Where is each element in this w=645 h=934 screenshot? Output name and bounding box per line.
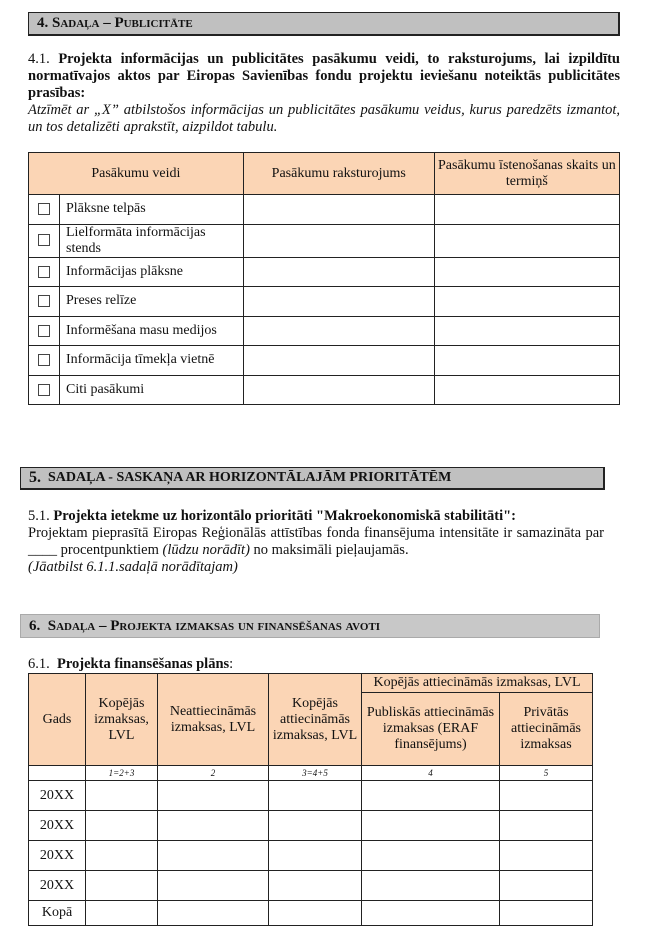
table-row: [29, 781, 593, 811]
col-header: Neattiecināmās izmaksas, LVL: [158, 674, 269, 766]
question-6-1: 6.1. Projekta finansēšanas plāns:: [28, 656, 234, 672]
amount-cell[interactable]: [158, 781, 269, 811]
amount-cell[interactable]: [500, 811, 593, 841]
amount-cell[interactable]: [500, 901, 593, 926]
col-header: Privātās attiecināmās izmaksas: [500, 693, 593, 766]
question-text: Projekta finansēšanas plāns: [57, 656, 230, 672]
formula-cell: 5: [500, 766, 593, 781]
amount-cell[interactable]: [158, 841, 269, 871]
table-row: [29, 871, 593, 901]
amount-cell[interactable]: [158, 901, 269, 926]
paragraph-italic: (lūdzu norādīt): [162, 542, 250, 558]
amount-cell[interactable]: [269, 811, 362, 841]
instruction-text: Atzīmēt ar „X” atbilstošos informācijas un publicitātes pasākumu veidus, kurus paredzēts izmantot, un tos detalizēti aprakstīt, aizpildot tabulu.: [28, 102, 620, 135]
amount-cell[interactable]: [500, 841, 593, 871]
checkbox[interactable]: [38, 203, 50, 215]
amount-cell[interactable]: [86, 841, 158, 871]
col-header: Kopējās izmaksas, LVL: [86, 674, 158, 766]
amount-cell[interactable]: [500, 871, 593, 901]
formula-cell: 2: [158, 766, 269, 781]
schedule-cell[interactable]: [434, 346, 619, 376]
checkbox[interactable]: [38, 234, 50, 246]
amount-cell[interactable]: [362, 781, 500, 811]
question-text: Projekta ietekme uz horizontālo prioritāti "Makroekonomiskā stabilitāti":: [53, 508, 516, 524]
amount-cell[interactable]: [269, 781, 362, 811]
activity-label: Citi pasākumi: [60, 375, 244, 405]
activity-label: Informēšana masu medijos: [60, 316, 244, 346]
amount-cell[interactable]: [86, 901, 158, 926]
note: (Jāatbilst 6.1.1.sadaļā norādītajam): [28, 559, 238, 575]
table-row: [29, 841, 593, 871]
table-row: [29, 811, 593, 841]
description-cell[interactable]: [243, 257, 434, 287]
table-row: [29, 346, 620, 376]
col-header: Pasākumu raksturojums: [243, 153, 434, 195]
description-cell[interactable]: [243, 375, 434, 405]
amount-cell[interactable]: [362, 841, 500, 871]
paragraph: Projektam pieprasītā Eiropas Reģionālās attīstības fonda finansējuma intensitāte ir samazināta par ____ procentpunktiem: [28, 525, 604, 558]
amount-cell[interactable]: [362, 871, 500, 901]
formula-cell: 3=4+5: [269, 766, 362, 781]
table-row: [29, 316, 620, 346]
year-label: 20XX: [29, 781, 86, 811]
col-header: Gads: [29, 674, 86, 766]
section-6-title: Sadaļa – Projekta izmaksas un finansēšanas avoti: [47, 617, 381, 634]
checkbox[interactable]: [38, 266, 50, 278]
formula-cell: [29, 766, 86, 781]
checkbox[interactable]: [38, 325, 50, 337]
table-row: [29, 287, 620, 317]
year-label: Kopā: [29, 901, 86, 926]
amount-cell[interactable]: [86, 871, 158, 901]
activity-label: Lielformāta informācijas stends: [60, 224, 244, 257]
amount-cell[interactable]: [158, 811, 269, 841]
activity-label: Plāksne telpās: [60, 195, 244, 225]
activity-label: Informācija tīmekļa vietnē: [60, 346, 244, 376]
year-label: 20XX: [29, 871, 86, 901]
col-header: Pasākumu īstenošanas skaits un termiņš: [434, 153, 619, 195]
section-6-header: [20, 614, 600, 638]
col-header: Publiskās attiecināmās izmaksas (ERAF finansējums): [362, 693, 500, 766]
table-row: [29, 257, 620, 287]
amount-cell[interactable]: [362, 901, 500, 926]
year-label: 20XX: [29, 811, 86, 841]
question-5-1: [28, 508, 604, 576]
question-number: 6.1.: [28, 656, 50, 672]
activity-label: Preses relīze: [60, 287, 244, 317]
schedule-cell[interactable]: [434, 375, 619, 405]
formula-cell: 1=2+3: [86, 766, 158, 781]
schedule-cell[interactable]: [434, 224, 619, 257]
schedule-cell[interactable]: [434, 195, 619, 225]
checkbox[interactable]: [38, 354, 50, 366]
description-cell[interactable]: [243, 346, 434, 376]
description-cell[interactable]: [243, 316, 434, 346]
schedule-cell[interactable]: [434, 287, 619, 317]
section-4-number: 4.: [37, 15, 49, 31]
question-4-1: [28, 51, 620, 136]
section-5-header: [20, 467, 605, 490]
question-number: 4.1.: [28, 51, 50, 67]
amount-cell[interactable]: [158, 871, 269, 901]
amount-cell[interactable]: [86, 781, 158, 811]
section-5-title: SADAĻA - SASKAŅA AR HORIZONTĀLAJĀM PRIORITĀTĒM: [48, 470, 452, 485]
schedule-cell[interactable]: [434, 257, 619, 287]
description-cell[interactable]: [243, 287, 434, 317]
publicity-table: [28, 152, 620, 405]
checkbox[interactable]: [38, 295, 50, 307]
amount-cell[interactable]: [269, 871, 362, 901]
group-header: Kopējās attiecināmās izmaksas, LVL: [362, 674, 593, 693]
amount-cell[interactable]: [500, 781, 593, 811]
amount-cell[interactable]: [86, 811, 158, 841]
activity-label: Informācijas plāksne: [60, 257, 244, 287]
col-header: Pasākumu veidi: [29, 153, 244, 195]
question-number: 5.1.: [28, 508, 50, 524]
schedule-cell[interactable]: [434, 316, 619, 346]
financing-table: [28, 673, 593, 926]
table-row: [29, 901, 593, 926]
table-row: [29, 375, 620, 405]
year-label: 20XX: [29, 841, 86, 871]
amount-cell[interactable]: [362, 811, 500, 841]
description-cell[interactable]: [243, 224, 434, 257]
amount-cell[interactable]: [269, 901, 362, 926]
table-row: [29, 195, 620, 225]
section-6-number: 6.: [29, 617, 41, 634]
checkbox[interactable]: [38, 384, 50, 396]
formula-cell: 4: [362, 766, 500, 781]
amount-cell[interactable]: [269, 841, 362, 871]
section-4-title: Sadaļa – Publicitāte: [52, 15, 193, 31]
paragraph-end: no maksimāli pieļaujamās.: [249, 542, 409, 558]
section-4-header: [28, 12, 620, 36]
table-row: [29, 224, 620, 257]
description-cell[interactable]: [243, 195, 434, 225]
col-header: Kopējās attiecināmās izmaksas, LVL: [269, 674, 362, 766]
question-text: Projekta informācijas un publicitātes pasākumu veidi, to raksturojums, lai izpildītu normatīvajos aktos par Eiropas Savienības fondu projektu ieviešanu noteiktās publicitātes prasības:: [28, 51, 620, 101]
section-5-number: 5.: [29, 469, 41, 486]
